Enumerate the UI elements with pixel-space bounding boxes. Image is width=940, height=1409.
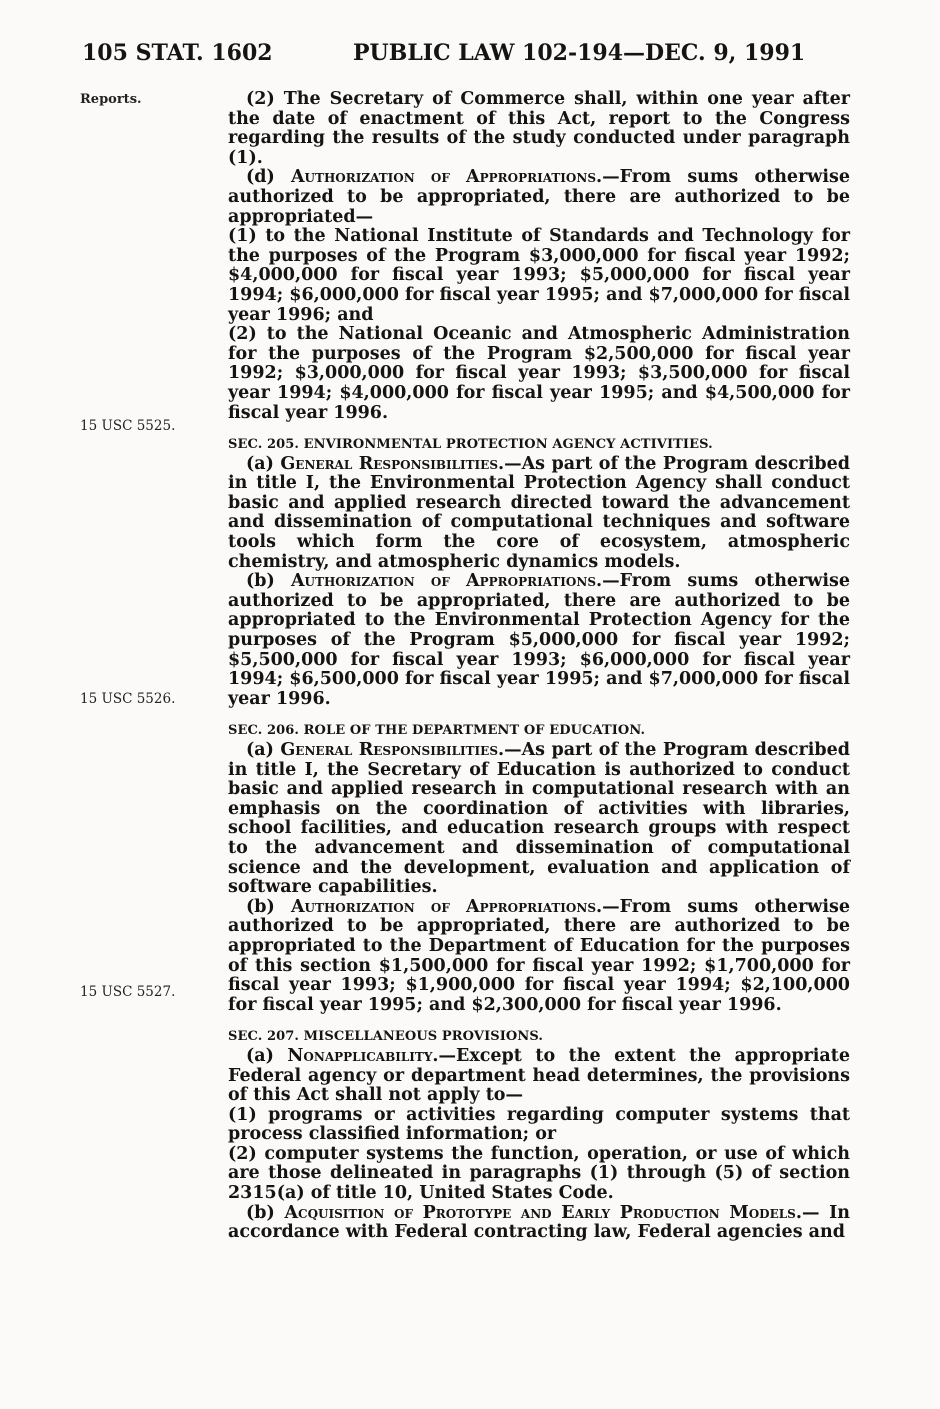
section-heading-205: SEC. 205. ENVIRONMENTAL PROTECTION AGENCY ACTIVITIES. <box>228 437 713 453</box>
margin-note-usc-5525: 15 USC 5525. <box>80 418 176 434</box>
subsection-text: —From sums otherwise authorized to be appropriated, there are authorized to be appropriated— <box>228 167 850 227</box>
document-body <box>228 90 850 1243</box>
subsection-label: (b) <box>246 1202 285 1223</box>
subsection-heading: General Responsibilities. <box>280 740 505 760</box>
paragraph-noaa: (2) to the National Oceanic and Atmospheric Administration for the purposes of the Program $2,500,000 for fiscal year 1992; $3,000,000 for fiscal year 1993; $3,500,000 for fiscal year 1994; $4,000,000 for fiscal year 1995; and $4,500,000 for fiscal year 1996. <box>228 324 850 423</box>
paragraph-205b <box>228 572 850 709</box>
subsection-heading: Acquisition of Prototype and Early Production Models. <box>284 1202 802 1223</box>
subsection-label: (d) <box>246 167 291 188</box>
paragraph-207a1: (1) programs or activities regarding computer systems that process classified information; or <box>228 1104 850 1145</box>
subsection-text: —As part of the Program described in title I, the Environmental Protection Agency shall conduct basic and applied research directed toward the advancement and dissemination of computational techniques and software tools which form the core of ecosystem, atmospheric chemistry, and atmospheric dynamics models. <box>228 453 850 572</box>
subsection-heading: Nonapplicability. <box>287 1045 439 1066</box>
subsection-label: (b) <box>246 896 291 917</box>
subsection-text: —Except to the extent the appropriate Federal agency or department head determines, the provisions of this Act shall not apply to— <box>228 1045 850 1106</box>
paragraph-205a <box>228 455 850 573</box>
paragraph-207a2: (2) computer systems the function, operation, or use of which are those delineated in paragraphs (1) through (5) of section 2315(a) of title 10, United States Code. <box>228 1143 850 1204</box>
section-heading-207: SEC. 207. MISCELLANEOUS PROVISIONS. <box>228 1029 543 1045</box>
page-header <box>82 40 852 74</box>
paragraph-207b <box>228 1204 850 1243</box>
margin-note-reports: Reports. <box>80 92 142 107</box>
paragraph-report: (2) The Secretary of Commerce shall, within one year after the date of enactment of this Act, report to the Congress regarding the results of the study conducted under paragraph (1). <box>228 89 850 168</box>
section-heading-206: SEC. 206. ROLE OF THE DEPARTMENT OF EDUCATION. <box>228 723 646 739</box>
paragraph-206b <box>228 898 850 1016</box>
paragraph-authorization-d <box>228 168 850 227</box>
subsection-label: (b) <box>246 571 291 592</box>
subsection-text: —As part of the Program described in title I, the Secretary of Education is authorized to conduct basic and applied research in computational research with an emphasis on the coordination of activities with libraries, school facilities, and education research groups with respect to the advancement and dissemination of computational science and the development, evaluation and application of software capabilities. <box>228 740 850 898</box>
subsection-heading: General Responsibilities. <box>280 453 505 474</box>
margin-note-usc-5526: 15 USC 5526. <box>80 691 176 707</box>
public-law-title: PUBLIC LAW 102-194—DEC. 9, 1991 <box>353 40 806 66</box>
subsection-text: — In accordance with Federal contracting law, Federal agencies and <box>228 1202 850 1243</box>
subsection-label: (a) <box>246 740 281 760</box>
statute-page-number: 105 STAT. 1602 <box>82 40 273 66</box>
paragraph-nist: (1) to the National Institute of Standards and Technology for the purposes of the Program $3,000,000 for fiscal year 1992; $4,000,000 for fiscal year 1993; $5,000,000 for fiscal year 1994; $6,000,000 for fiscal year 1995; and $7,000,000 for fiscal year 1996; and <box>228 226 850 325</box>
subsection-label: (a) <box>246 453 281 474</box>
subsection-heading: Authorization of Appropriations. <box>290 167 603 188</box>
paragraph-206a <box>228 741 850 898</box>
margin-note-usc-5527: 15 USC 5527. <box>80 984 176 1000</box>
paragraph-207a <box>228 1047 850 1106</box>
subsection-heading: Authorization of Appropriations. <box>290 896 603 917</box>
subsection-label: (a) <box>246 1045 288 1066</box>
subsection-heading: Authorization of Appropriations. <box>290 571 603 592</box>
subsection-text: —From sums otherwise authorized to be appropriated, there are authorized to be appropriated to the Department of Education for the purposes of this section $1,500,000 for fiscal year 1992; $1,700,000 for fiscal year 1993; $1,900,000 for fiscal year 1994; $2,100,000 for fiscal year 1995; and $2,300,000 for fiscal year 1996. <box>228 896 850 1015</box>
subsection-text: —From sums otherwise authorized to be appropriated, there are authorized to be appropriated to the Environmental Protection Agency for the purposes of the Program $5,000,000 for fiscal year 1992; $5,500,000 for fiscal year 1993; $6,000,000 for fiscal year 1994; $6,500,000 for fiscal year 1995; and $7,000,000 for fiscal year 1996. <box>228 571 850 709</box>
